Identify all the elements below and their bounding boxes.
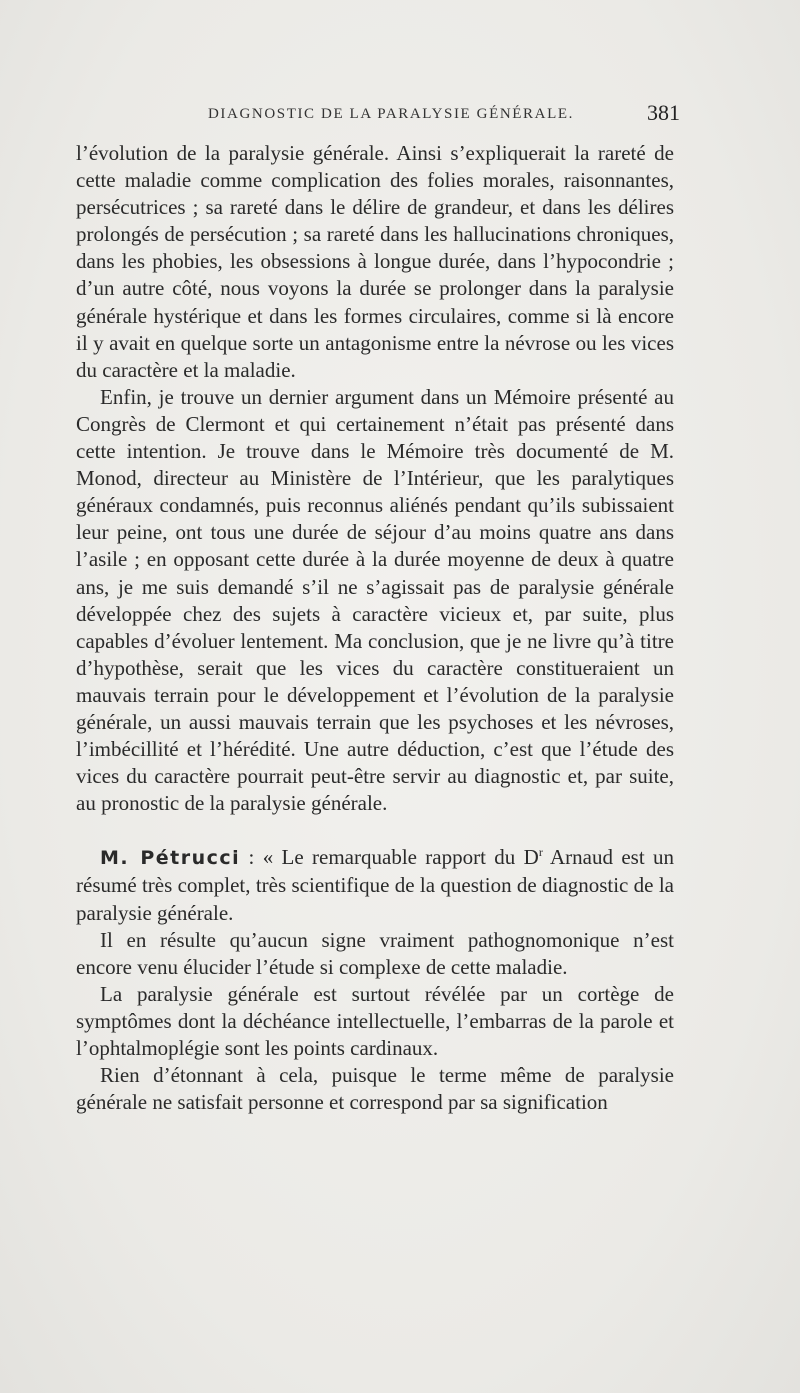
paragraph-petrucci-text-a: : « Le remarquable rapport du D <box>240 845 539 870</box>
paragraph-resulte: Il en résulte qu’aucun signe vraiment pathognomonique n’est encore venu élucider l’étude si complexe de cette maladie. <box>76 927 674 979</box>
paragraph-continuation: l’évolution de la paralysie générale. Ainsi s’expliquerait la rareté de cette maladie comme complication des folies morales, raisonnantes, persécutrices ; sa rareté dans le délire de grandeur, et dans les délires prolongés de persécution ; sa rareté dans les hallucinations chroniques, dans les phobies, les obsessions à longue durée, dans l’hypocondrie ; d’un autre côté, nous voyons la durée se prolonger dans la paralysie générale hystérique et dans les formes circulaires, comme si là encore il y avait en quelque sorte un antagonisme entre la névrose ou les vices du caractère et la maladie. <box>76 141 674 382</box>
page-number: 381 <box>647 100 680 125</box>
paragraph-cortege: La paralysie générale est surtout révélée par un cortège de symptômes dont la déchéance intellectuelle, l’embarras de la parole et l’ophtalmoplégie sont les points cardinaux. <box>76 981 674 1060</box>
paragraph-petrucci-text-b: Arnaud est un résumé très complet, très scientifique de la question de diagnostic de la paralysie générale. <box>76 845 674 925</box>
running-header <box>76 100 680 132</box>
paragraph-rien: Rien d’étonnant à cela, puisque le terme même de paralysie générale ne satisfait personne et correspond par sa signification <box>76 1063 674 1115</box>
body-text <box>76 140 674 1116</box>
running-title: DIAGNOSTIC DE LA PARALYSIE GÉNÉRALE. <box>208 106 574 122</box>
paragraph-petrucci <box>76 844 674 926</box>
speaker-name: M. Pétrucci <box>100 847 241 870</box>
superscript-r: r <box>538 845 543 860</box>
paragraph-enfin: Enfin, je trouve un dernier argument dans un Mémoire présenté au Congrès de Clermont et qui certainement n’était pas présenté dans cette intention. Je trouve dans le Mémoire très documenté de M. Monod, directeur au Ministère de l’Intérieur, que les paralytiques généraux condamnés, puis reconnus aliénés pendant qu’ils subissaient leur peine, ont tous une durée de séjour d’au moins quatre ans dans l’asile ; en opposant cette durée à la durée moyenne de deux à quatre ans, je me suis demandé s’il ne s’agissait pas de paralysie générale développée chez des sujets à caractère vicieux et, par suite, plus capables d’évoluer lentement. Ma conclusion, que je ne livre qu’à titre d’hypothèse, serait que les vices du caractère constitueraient un mauvais terrain pour le développement et l’évolution de la paralysie générale, un aussi mauvais terrain que les psychoses et les névroses, l’imbécillité et l’hérédité. Une autre déduction, c’est que l’étude des vices du caractère pourrait peut-être servir au diagnostic et, par suite, au pronostic de la paralysie générale. <box>76 384 674 816</box>
